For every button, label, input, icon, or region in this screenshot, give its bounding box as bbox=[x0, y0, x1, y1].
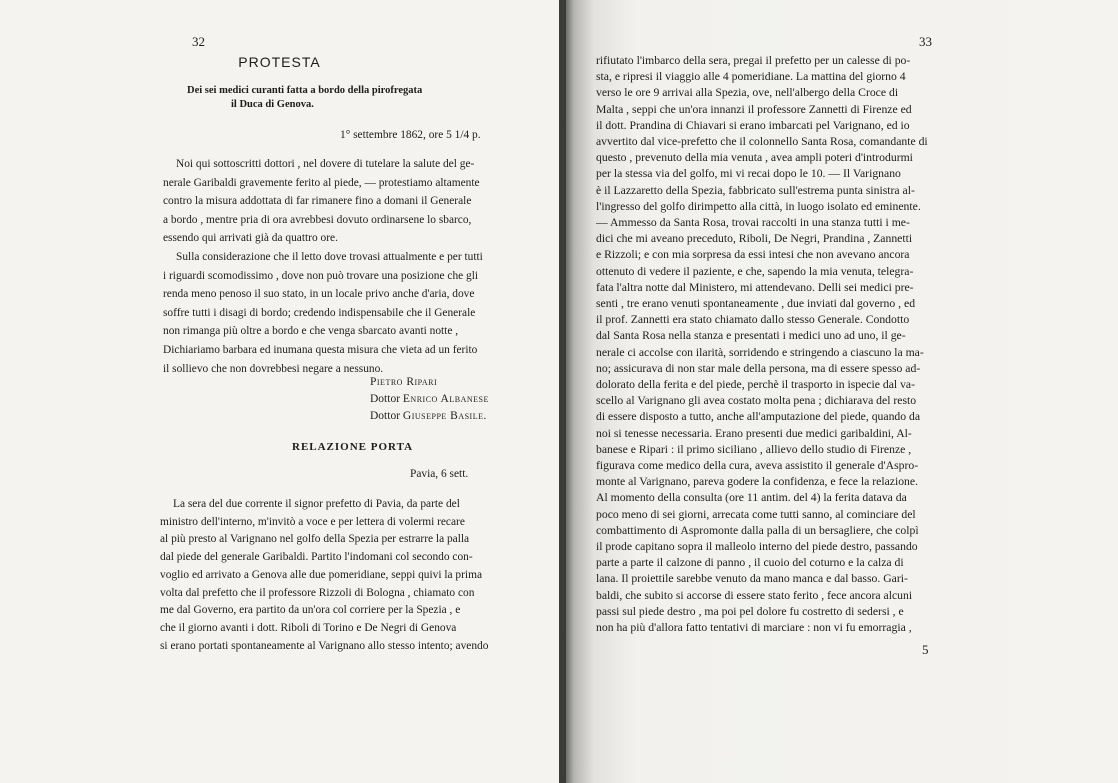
signature-ripari: Pietro Ripari bbox=[370, 376, 438, 388]
text-line: baldi, che subito si accorse di essere stato ferito , fece ancora alcuni bbox=[596, 588, 913, 602]
text-line: passi sul piede destro , ma poi pel dolore fu costretto di sedersi , e bbox=[596, 604, 904, 618]
text-line: La sera del due corrente il signor prefetto di Pavia, da parte del bbox=[173, 498, 460, 510]
text-line: figurava come medico della cura, aveva assistito il generale d'Aspro- bbox=[596, 459, 919, 472]
text-line: il dott. Prandina di Chiavari si erano imbarcati pel Varignano, ed io bbox=[596, 118, 910, 132]
text-line: questo , prevenuto della mia venuta , avea ampli poteri d'introdurmi bbox=[596, 151, 913, 165]
text-line: sta, e ripresi il viaggio alle 4 pomeridiane. La mattina del giorno 4 bbox=[596, 70, 906, 84]
text-line: è il Lazzaretto della Spezia, fabbricato sull'estrema punta sinistra al- bbox=[596, 183, 915, 197]
page-number: 32 bbox=[192, 34, 205, 49]
signature-basile: Dottor Giuseppe Basile. bbox=[370, 410, 487, 422]
right-page bbox=[566, 0, 1118, 783]
text-line: renda meno penoso il suo stato, in un locale privo anche d'aria, dove bbox=[163, 288, 475, 301]
text-line: si erano portati spontaneamente al Varignano allo stesso intento; avendo bbox=[160, 639, 489, 652]
text-line: Noi qui sottoscritti dottori , nel dovere di tutelare la salute del ge- bbox=[176, 158, 475, 170]
text-line: voglio ed arrivato a Genova alle due pomeridiane, seppi quivi la prima bbox=[160, 568, 482, 581]
text-line: l'ingresso del golfo dirimpetto alla città, in luogo isolato ed eminente. bbox=[596, 199, 921, 213]
text-line: banese e Ripari : il primo siciliano , allievo dello studio di Firenze , bbox=[596, 442, 912, 456]
text-line: scello al Varignano gli avea costato molta pena ; dichiarava del resto bbox=[596, 394, 917, 408]
text-line: avvertito dal vice-prefetto che il colonnello Santa Rosa, comandante di bbox=[596, 135, 928, 148]
text-line: i riguardi scomodissimo , dove non può trovare una posizione che gli bbox=[163, 269, 479, 282]
text-line: — Ammesso da Santa Rosa, trovai raccolti in una stanza tutti i me- bbox=[596, 216, 910, 229]
signature-albanese: Dottor Enrico Albanese bbox=[370, 393, 489, 405]
book-gutter bbox=[559, 0, 566, 783]
text-line: il sollievo che non dovrebbesi negare a nessuno. bbox=[163, 362, 384, 375]
text-line: me dal Governo, era partito da un'ora col corriere per la Spezia , e bbox=[160, 604, 461, 617]
text-line: noi si tenesse necessaria. Erano presenti due medici garibaldini, Al- bbox=[596, 426, 912, 440]
signature-mark: 5 bbox=[922, 642, 929, 657]
text-line: monte al Varignano, pareva godere la confidenza, e fece la relazione. bbox=[596, 475, 918, 489]
text-line: volta dal prefetto che il professore Rizzoli di Bologna , chiamato con bbox=[160, 586, 475, 599]
text-line: no; assicurava di non star male della persona, ma di essere spesso ad- bbox=[596, 361, 921, 375]
text-line: il prode capitano sopra il malleolo interno del piede destro, passando bbox=[596, 540, 918, 553]
text-line: dal Santa Rosa nella stanza e presentati i medici uno ad uno, il ge- bbox=[596, 329, 906, 343]
text-line: Dichiariamo barbara ed inumana questa misura che vieta ad un ferito bbox=[163, 344, 478, 356]
text-line: al più presto al Varignano nel golfo della Spezia per estrarre la palla bbox=[160, 533, 470, 546]
text-line: ministro dell'interno, m'invitò a voce e per lettera di volermi recare bbox=[160, 515, 465, 528]
text-line: di essere disposto a tutto, anche all'amputazione del piede, quando da bbox=[596, 410, 921, 424]
document-title: PROTESTA bbox=[238, 54, 321, 70]
section-title: RELAZIONE PORTA bbox=[292, 441, 414, 453]
text-line: che il giorno avanti i dott. Riboli di Torino e De Negri di Genova bbox=[160, 621, 457, 634]
text-line: rifiutato l'imbarco della sera, pregai il prefetto per un calesse di po- bbox=[596, 54, 911, 67]
text-line: dolorato della ferita e del piede, perchè il trasporto in ispecie dal va- bbox=[596, 378, 915, 391]
text-line: dal piede del generale Garibaldi. Partito l'indomani col secondo con- bbox=[160, 551, 473, 564]
text-line: e Rizzoli; e con mia sorpresa da essi intesi che non avevano ancora bbox=[596, 248, 910, 262]
text-line: poco meno di sei giorni, arrecata come tutti sanno, al cominciare del bbox=[596, 507, 916, 521]
text-line: non ha più d'allora fatto tentativi di marciare : non vi fu emorragia , bbox=[596, 621, 912, 634]
section-dateline: Pavia, 6 sett. bbox=[410, 468, 469, 480]
page-number: 33 bbox=[919, 34, 932, 49]
text-line: soffre tutti i disagi di bordo; credendo indispensabile che il Generale bbox=[163, 306, 476, 319]
dateline: 1° settembre 1862, ore 5 1/4 p. bbox=[340, 129, 481, 141]
text-line: contro la misura addottata di far rimanere fino a domani il Generale bbox=[163, 195, 472, 208]
text-line: verso le ore 9 arrivai alla Spezia, ove, nell'albergo della Croce di bbox=[596, 86, 899, 100]
text-line: combattimento di Aspromonte dalla palla di un bersagliere, che colpì bbox=[596, 523, 919, 537]
text-line: nerale Garibaldi gravemente ferito al piede, — protestiamo altamente bbox=[163, 176, 480, 189]
text-line: a bordo , mentre pria di ora avrebbesi dovuto ordinarsene lo sbarco, bbox=[163, 213, 472, 226]
text-line: senti , tre erano venuti spontaneamente , due inviati dal governo , ed bbox=[596, 297, 916, 310]
subtitle-line: Dei sei medici curanti fatta a bordo della pirofregata bbox=[187, 85, 423, 96]
text-line: nerale ci accolse con ilarità, sorridendo e stringendo a ciascuno la ma- bbox=[596, 345, 924, 359]
text-line: Malta , seppi che un'ora innanzi il professore Zannetti di Firenze ed bbox=[596, 102, 912, 116]
text-line: non rimanga più oltre a bordo e che venga sbarcato avanti notte , bbox=[163, 325, 459, 338]
text-line: per la stessa via del golfo, mi vi recai dopo le 10. — Il Varignano bbox=[596, 167, 901, 181]
text-line: parte a parte il calzone di panno , il cuoio del coturno e la calza di bbox=[596, 556, 904, 570]
text-line: dici che mi aveano preceduto, Riboli, De Negri, Prandina , Zannetti bbox=[596, 232, 913, 246]
text-line: essendo qui arrivati già da quattro ore. bbox=[163, 232, 338, 245]
text-line: fata l'altra notte dal Ministero, mi attendevano. Delli sei medici pre- bbox=[596, 280, 914, 294]
text-line: Al momento della consulta (ore 11 antim. del 4) la ferita datava da bbox=[596, 491, 907, 505]
subtitle-line: il Duca di Genova. bbox=[231, 99, 314, 110]
text-line: Sulla considerazione che il letto dove trovasi attualmente e per tutti bbox=[176, 251, 483, 263]
text-line: il prof. Zannetti era stato chiamato dallo stesso Generale. Condotto bbox=[596, 313, 910, 327]
text-line: lana. Il proiettile sarebbe venuto da mano manca e dal basso. Gari- bbox=[596, 572, 908, 586]
text-line: ottenuto di vedere il paziente, e che, sapendo la mia venuta, telegra- bbox=[596, 264, 914, 278]
